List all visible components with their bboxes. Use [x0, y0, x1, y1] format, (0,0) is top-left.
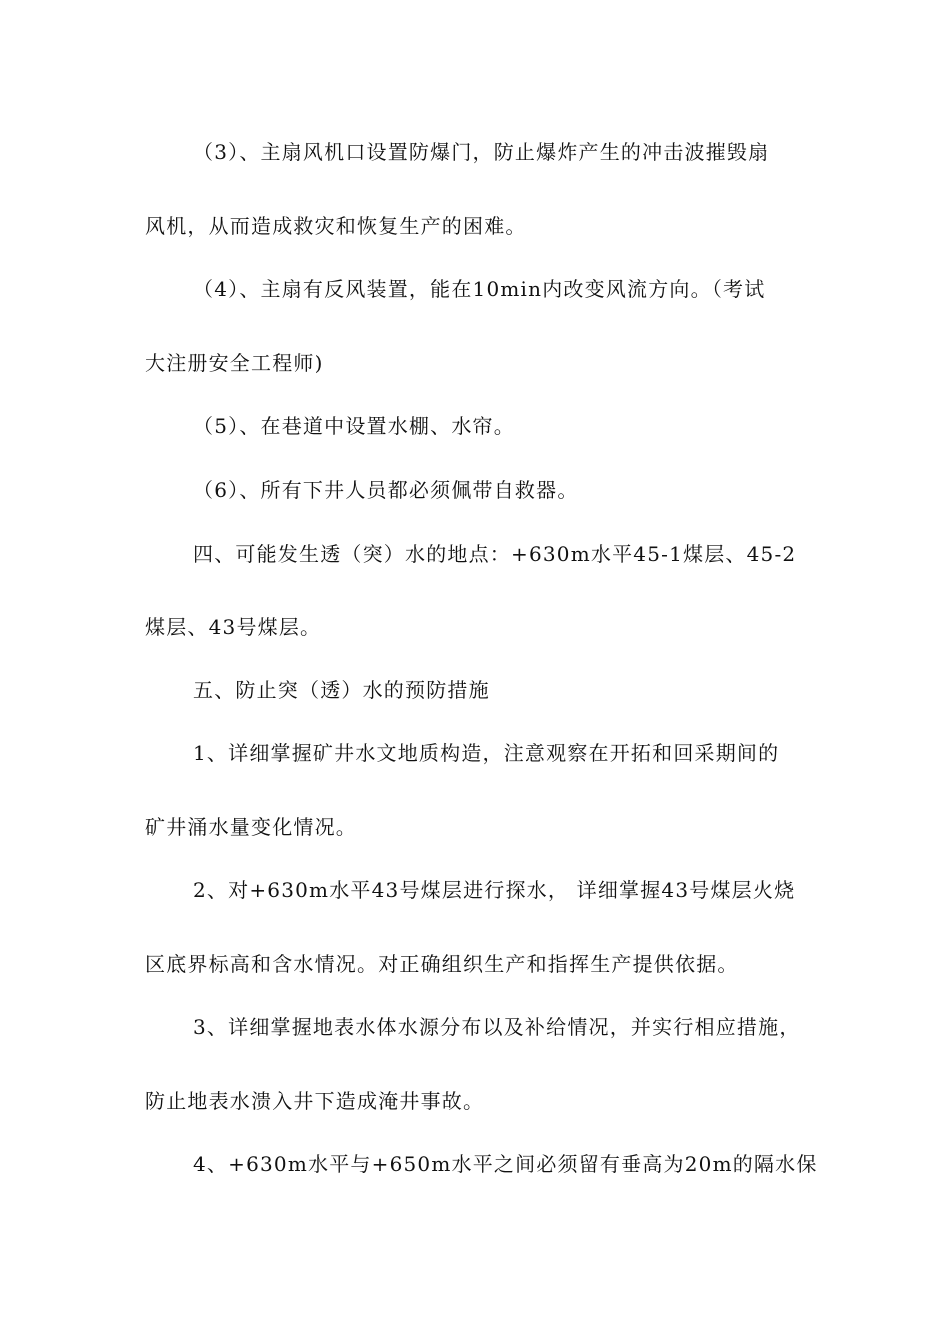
paragraph-5-line-1: （5）、在巷道中设置水棚、水帘。: [193, 414, 515, 438]
measure-2-line-2: 区底界标高和含水情况。对正确组织生产和指挥生产提供依据。: [145, 952, 739, 976]
section-4-line-1: 四、可能发生透（突）水的地点：+630m水平45-1煤层、45-2: [193, 542, 797, 566]
paragraph-4-line-2: 大注册安全工程师): [145, 351, 324, 375]
measure-1-line-1: 1、详细掌握矿井水文地质构造，注意观察在开拓和回采期间的: [193, 741, 780, 765]
paragraph-3-line-2: 风机，从而造成救灾和恢复生产的困难。: [145, 214, 527, 238]
paragraph-4-line-1: （4）、主扇有反风装置，能在10min内改变风流方向。（考试: [193, 277, 766, 301]
paragraph-6-line-1: （6）、所有下井人员都必须佩带自救器。: [193, 478, 579, 502]
measure-1-line-2: 矿井涌水量变化情况。: [145, 815, 357, 839]
paragraph-3-line-1: （3）、主扇风机口设置防爆门，防止爆炸产生的冲击波摧毁扇: [193, 140, 770, 164]
measure-2-line-1: 2、对+630m水平43号煤层进行探水， 详细掌握43号煤层火烧: [193, 878, 796, 902]
measure-4-line-1: 4、+630m水平与+650m水平之间必须留有垂高为20m的隔水保: [193, 1152, 818, 1176]
section-5-heading: 五、防止突（透）水的预防措施: [193, 678, 490, 702]
section-4-line-2: 煤层、43号煤层。: [145, 615, 322, 639]
measure-3-line-2: 防止地表水溃入井下造成淹井事故。: [145, 1089, 485, 1113]
measure-3-line-1: 3、详细掌握地表水体水源分布以及补给情况，并实行相应措施，: [193, 1015, 801, 1039]
